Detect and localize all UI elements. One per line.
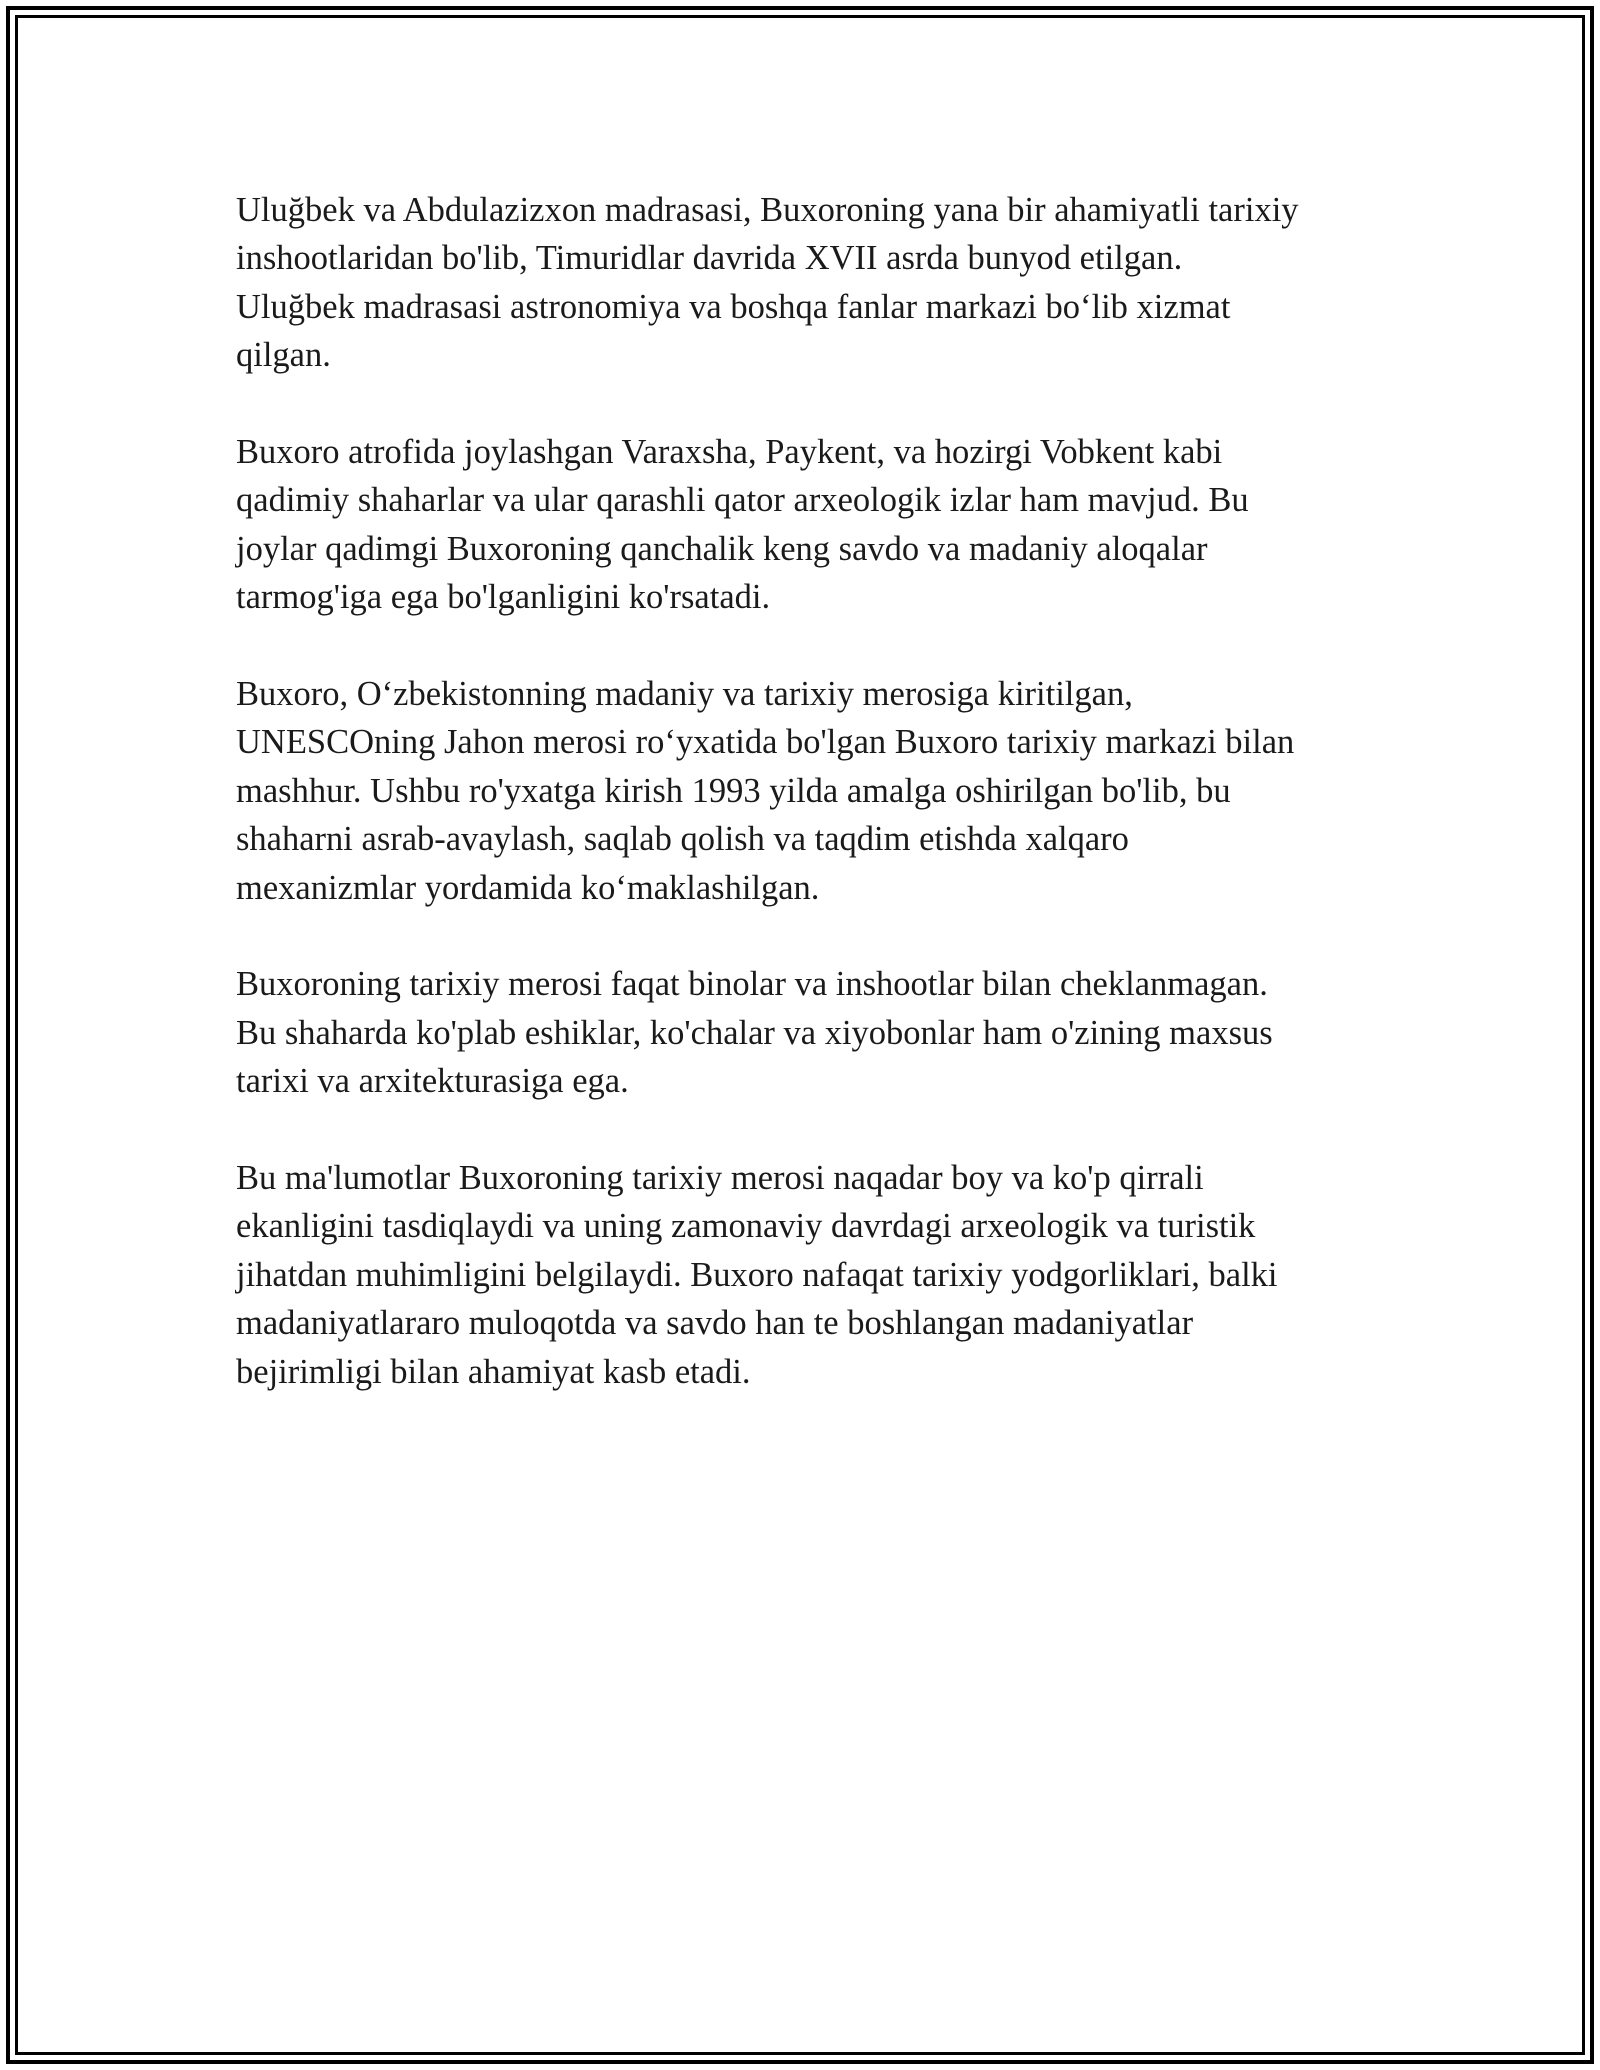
text-line: UNESCOning Jahon merosi ro‘yxatida bo'lgan Buxoro tarixiy markazi bilan [236, 723, 1295, 762]
text-line: qilgan. [236, 336, 331, 375]
paragraph-ancient-cities [236, 428, 1386, 622]
text-line: tarixi va arxitekturasiga ega. [236, 1062, 629, 1101]
text-line: Uluğbek va Abdulazizxon madrasasi, Buxoroning yana bir ahamiyatli tarixiy [236, 191, 1299, 229]
text-line: Bu shaharda ko'plab eshiklar, ko'chalar va xiyobonlar ham o'zining maxsus [236, 1013, 1273, 1052]
text-line: Uluğbek madrasasi astronomiya va boshqa fanlar markazi bo‘lib xizmat [236, 287, 1231, 326]
text-line: inshootlaridan bo'lib, Timuridlar davrida XVII asrda bunyod etilgan. [236, 239, 1183, 278]
text-line: mashhur. Ushbu ro'yxatga kirish 1993 yilda amalga oshirilgan bo'lib, bu [236, 771, 1231, 810]
paragraph-unesco-heritage [236, 670, 1386, 912]
text-line: joylar qadimgi Buxoroning qanchalik keng savdo va madaniy aloqalar [236, 529, 1208, 568]
text-line: tarmog'iga ega bo'lganligini ko'rsatadi. [236, 578, 771, 617]
document-body [236, 186, 1386, 1444]
text-line: Bu ma'lumotlar Buxoroning tarixiy merosi naqadar boy va ko'p qirrali [236, 1159, 1204, 1198]
text-line: Buxoroning tarixiy merosi faqat binolar va inshootlar bilan cheklanmagan. [236, 965, 1268, 1004]
paragraph-ulugbek-madrasa [236, 186, 1386, 380]
paragraph-conclusion [236, 1154, 1386, 1396]
text-line: jihatdan muhimligini belgilaydi. Buxoro nafaqat tarixiy yodgorliklari, balki [236, 1255, 1278, 1294]
text-line: Buxoro atrofida joylashgan Varaxsha, Paykent, va hozirgi Vobkent kabi [236, 433, 1223, 472]
text-line: shaharni asrab-avaylash, saqlab qolish va taqdim etishda xalqaro [236, 820, 1129, 859]
text-line: qadimiy shaharlar va ular qarashli qator arxeologik izlar ham mavjud. Bu [236, 481, 1249, 520]
text-line: ekanligini tasdiqlaydi va uning zamonaviy davrdagi arxeologik va turistik [236, 1207, 1256, 1246]
text-line: madaniyatlararo muloqotda va savdo han te boshlangan madaniyatlar [236, 1304, 1194, 1343]
paragraph-heritage-scope [236, 960, 1386, 1105]
text-line: Buxoro, O‘zbekistonning madaniy va tarixiy merosiga kiritilgan, [236, 675, 1133, 714]
text-line: bejirimligi bilan ahamiyat kasb etadi. [236, 1352, 751, 1391]
text-line: mexanizmlar yordamida ko‘maklashilgan. [236, 868, 820, 907]
